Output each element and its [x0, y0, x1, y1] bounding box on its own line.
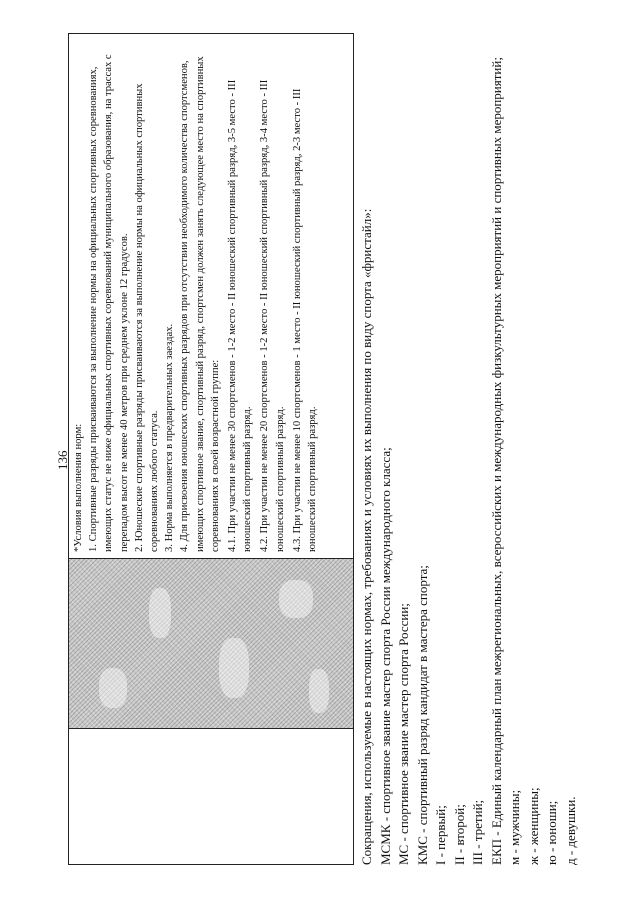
abbr-boys: ю - юноши;: [544, 800, 559, 865]
conditions-cell: [69, 34, 353, 558]
page-number: 136: [55, 450, 70, 470]
condition-item-4-1: 4.1. При участии не менее 30 спортсменов - 1-2 место - II юношеский спортивный разряд, 3-5 место - III юношеский спортивный разряд.: [227, 79, 254, 552]
empty-table-cell: [69, 728, 353, 864]
abbr-kms: КМС - спортивный разряд кандидат в мастера спорта;: [414, 565, 430, 865]
abbr-msmk: МСМК - спортивное звание мастер спорта России международного класса;: [377, 447, 393, 865]
abbreviations-section: [358, 25, 580, 865]
condition-item-3: 3. Норма выполняется в предварительных заездах.: [164, 323, 176, 552]
condition-item-2: 2. Юношеские спортивные разряды присваиваются за выполнение нормы на официальных спортивных соревнованиях любого статуса.: [133, 83, 161, 552]
norms-conditions-table: [68, 33, 354, 865]
abbr-girls: д - девушки.: [562, 796, 578, 865]
condition-item-4: 4. Для присвоения юношеских спортивных разрядов при отсутствии необходимого количества спортсменов, имеющих спортивное звание, спортивный разряд, спортсмен должен занять следующее место на спортивных соревнованиях в своей возрастной группе:: [179, 56, 221, 552]
condition-item-4-2: 4.2. При участии не менее 20 спортсменов - 1-2 место - II юношеский спортивный разряд, 3-4 место - III юношеский спортивный разряд.: [259, 79, 286, 552]
abbr-ekp: ЕКП - Единый календарный план межрегиональных, всероссийских и международных физкультурных мероприятий и спортивных мероприятий;: [488, 57, 504, 865]
conditions-header: *Условия выполнения норм:: [73, 423, 84, 552]
abbr-ms: МС - спортивное звание мастер спорта России;: [396, 603, 411, 865]
shaded-table-cell: [69, 558, 353, 728]
condition-item-1: 1. Спортивные разряды присваиваются за выполнение нормы на официальных спортивных соревнованиях, имеющих статус не ниже официальных спортивных соревнований муниципального образования, на трассах с перепадом высот не менее 40 метров при среднем уклоне 12 градусов.: [88, 54, 130, 552]
abbr-women: ж - женщины;: [525, 787, 541, 865]
abbr-second: II - второй;: [451, 804, 467, 865]
condition-item-4-3: 4.3. При участии не менее 10 спортсменов - 1 место - II юношеский спортивный разряд, 2-3 место - III юношеский спортивный разряд.: [291, 88, 319, 552]
abbr-men: м - мужчины;: [507, 789, 522, 865]
abbr-first: I - первый;: [433, 805, 448, 865]
abbr-third: III - третий;: [470, 799, 485, 865]
abbreviations-title: Сокращения, используемые в настоящих нормах, требованиях и условиях их выполнения по виду спорта «фристайл»:: [359, 208, 374, 865]
